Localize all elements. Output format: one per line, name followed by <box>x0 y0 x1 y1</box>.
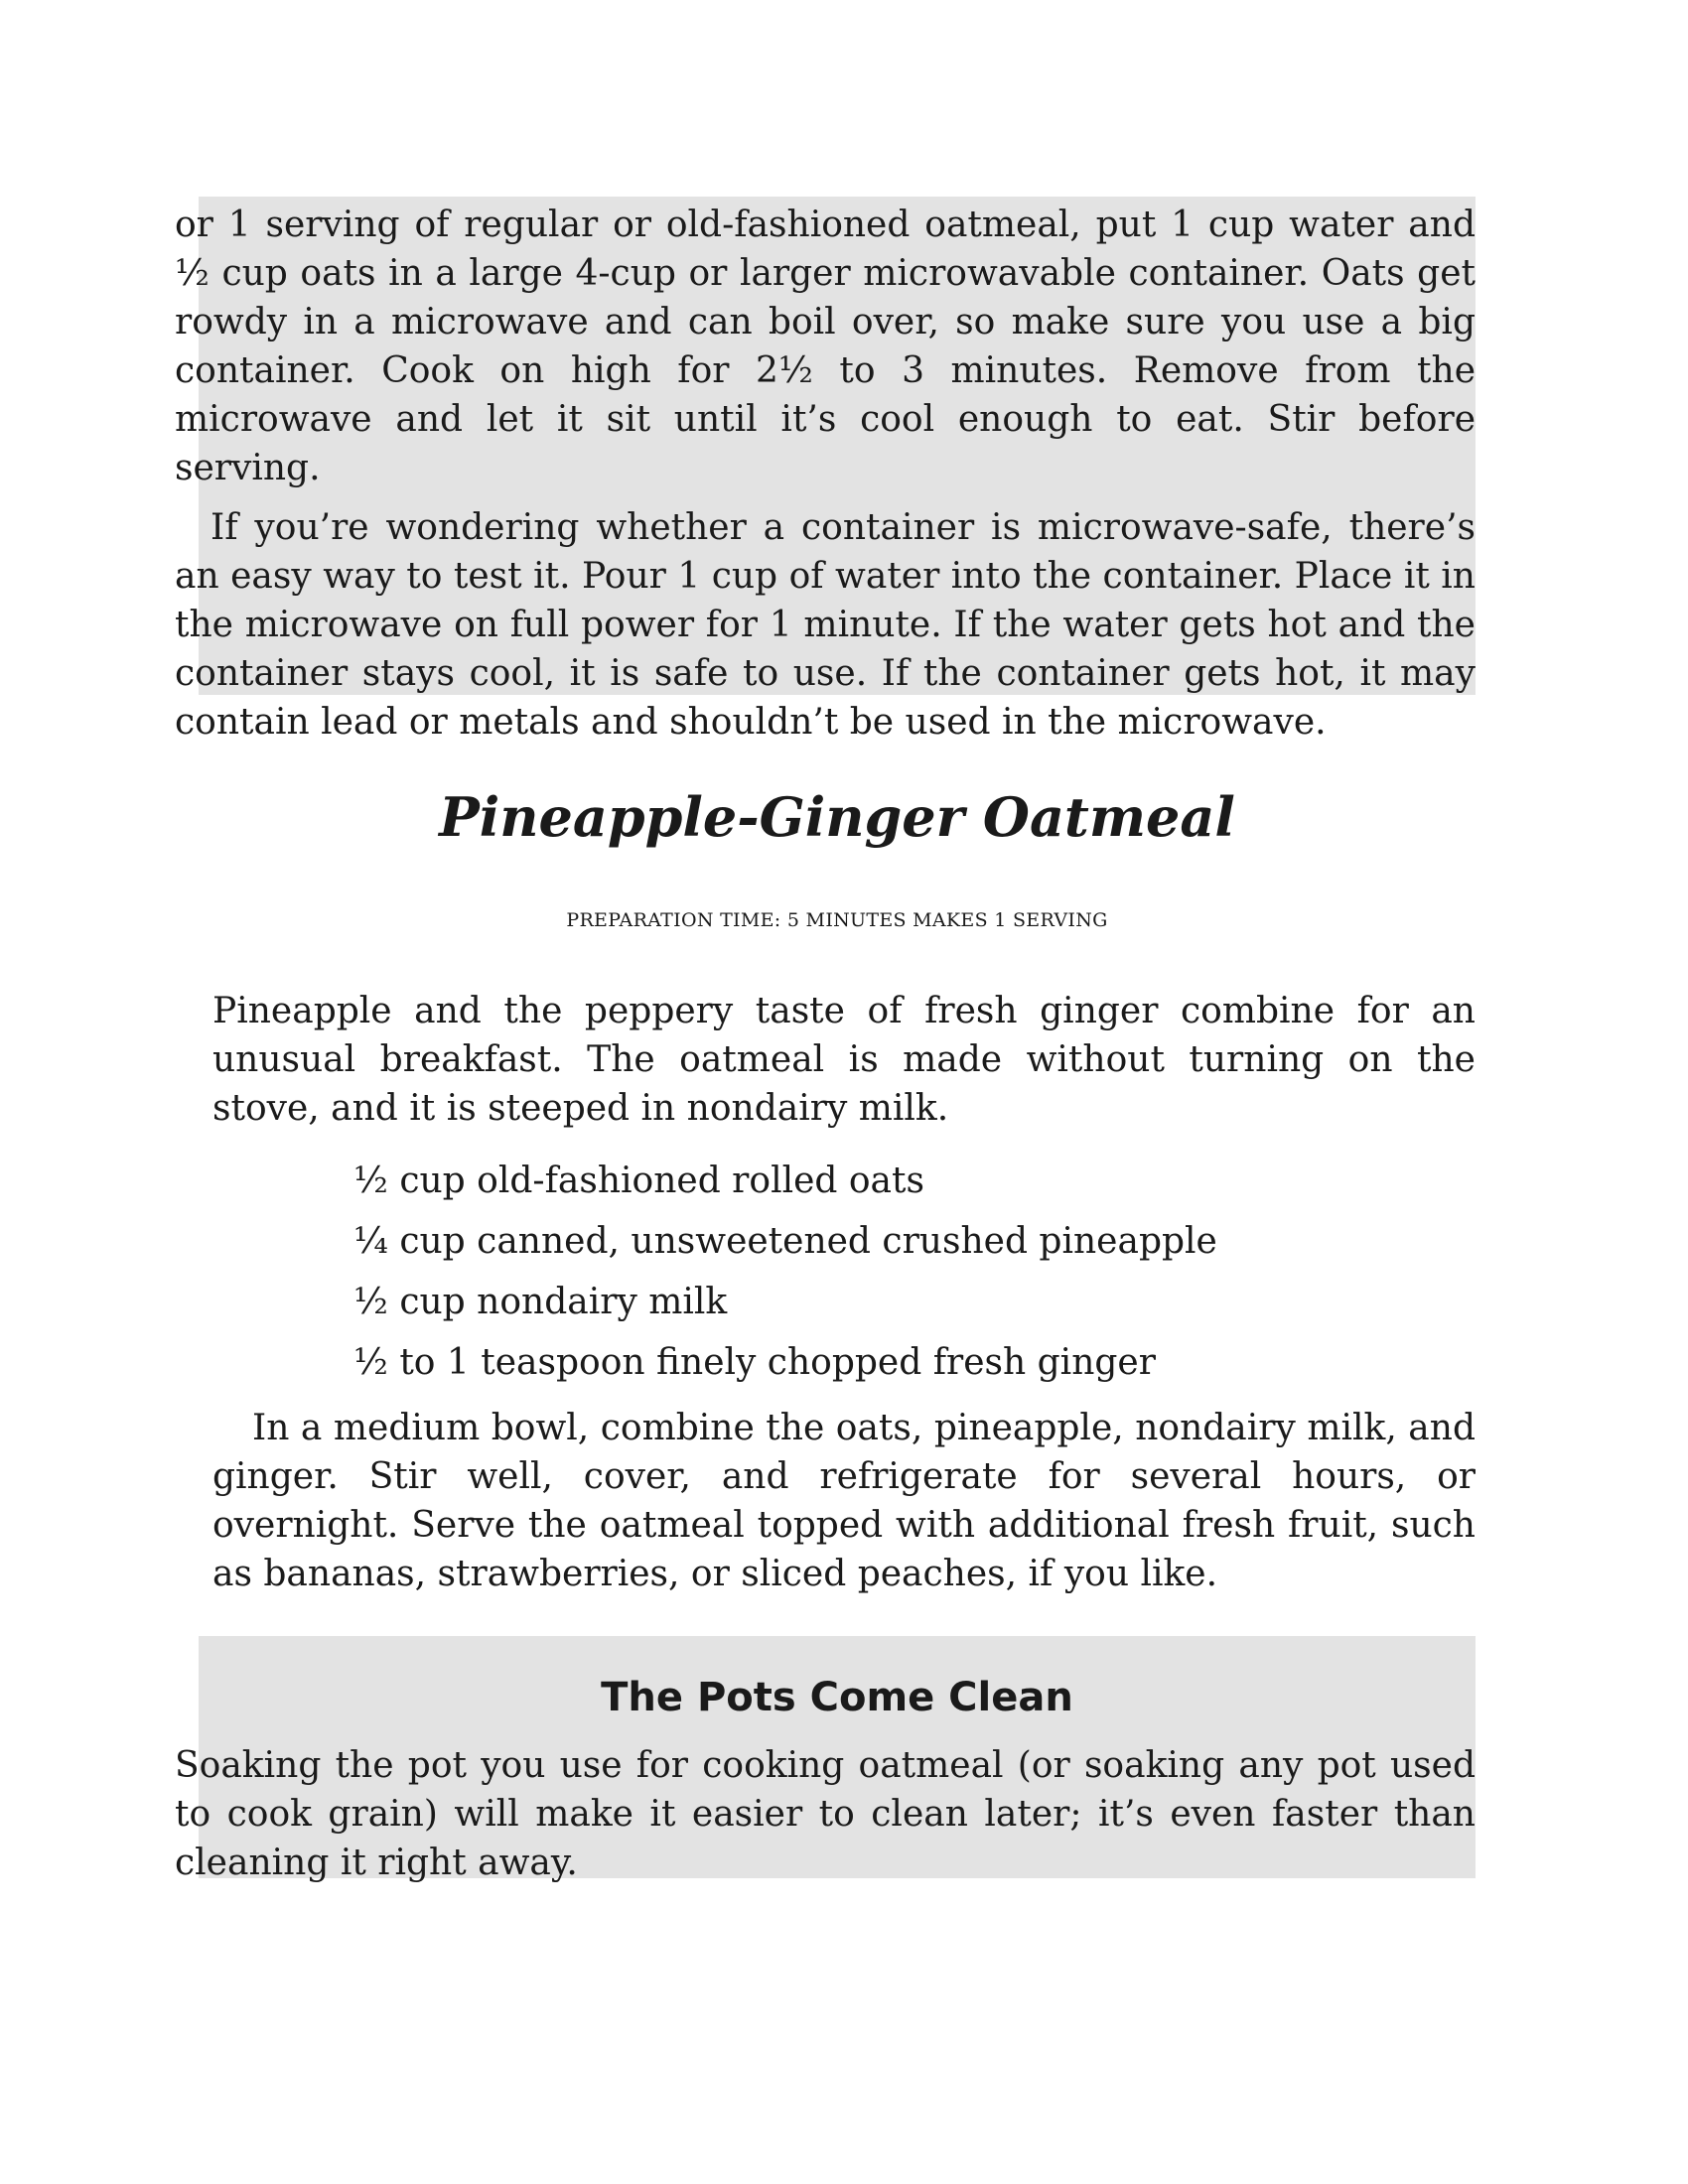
preparation-info: PREPARATION TIME: 5 MINUTES MAKES 1 SERVING <box>566 909 1108 931</box>
ingredient-list <box>353 1151 1217 1393</box>
sidebar-paragraph-microwave-instructions: or 1 serving of regular or old-fashioned oatmeal, put 1 cup water and ½ cup oats in a large 4-cup or larger microwavable container. Oats get rowdy in a microwave and can boil over, so make sure you use a big container. Cook on high for 2½ to 3 minutes. Remove from the microwave and let it sit until it’s cool enough to eat. Stir before serving. <box>175 205 1476 488</box>
ingredient-item: ½ cup nondairy milk <box>353 1282 728 1322</box>
sidebar-text-container <box>175 1741 1476 1887</box>
ingredient-item: ¼ cup canned, unsweetened crushed pineapple <box>353 1221 1217 1262</box>
sidebar-paragraph-soaking: Soaking the pot you use for cooking oatmeal (or soaking any pot used to cook grain) will make it easier to clean later; it’s even faster than cleaning it right away. <box>175 1745 1476 1883</box>
recipe-intro: Pineapple and the peppery taste of fresh ginger combine for an unusual breakfast. The oatmeal is made without turning on the stove, and it is steeped in nondairy milk. <box>212 991 1476 1129</box>
recipe-method: In a medium bowl, combine the oats, pineapple, nondairy milk, and ginger. Stir well, cover, and refrigerate for several hours, or overnight. Serve the oatmeal topped with additional fresh fruit, such as bananas, strawberries, or sliced peaches, if you like. <box>212 1408 1476 1594</box>
sidebar-pots-come-clean <box>175 1636 1476 1883</box>
sidebar-heading-wrap <box>199 1650 1476 1723</box>
ingredient-item: ½ cup old-fashioned rolled oats <box>353 1160 924 1201</box>
sidebar-microwave-tips <box>175 197 1476 743</box>
recipe-title: Pineapple-Ginger Oatmeal <box>439 785 1235 849</box>
ingredient-item: ½ to 1 teaspoon finely chopped fresh ginger <box>353 1342 1156 1383</box>
sidebar-text-container <box>175 197 1476 747</box>
sidebar-paragraph-container-test: If you’re wondering whether a container is microwave-safe, there’s an easy way to test it. Pour 1 cup of water into the container. Place it in the microwave on full power for 1 minute. If the water gets hot and the container stays cool, it is safe to use. If the container gets hot, it may contain lead or metals and shouldn’t be used in the microwave. <box>175 507 1476 743</box>
sidebar-heading: The Pots Come Clean <box>601 1675 1073 1720</box>
